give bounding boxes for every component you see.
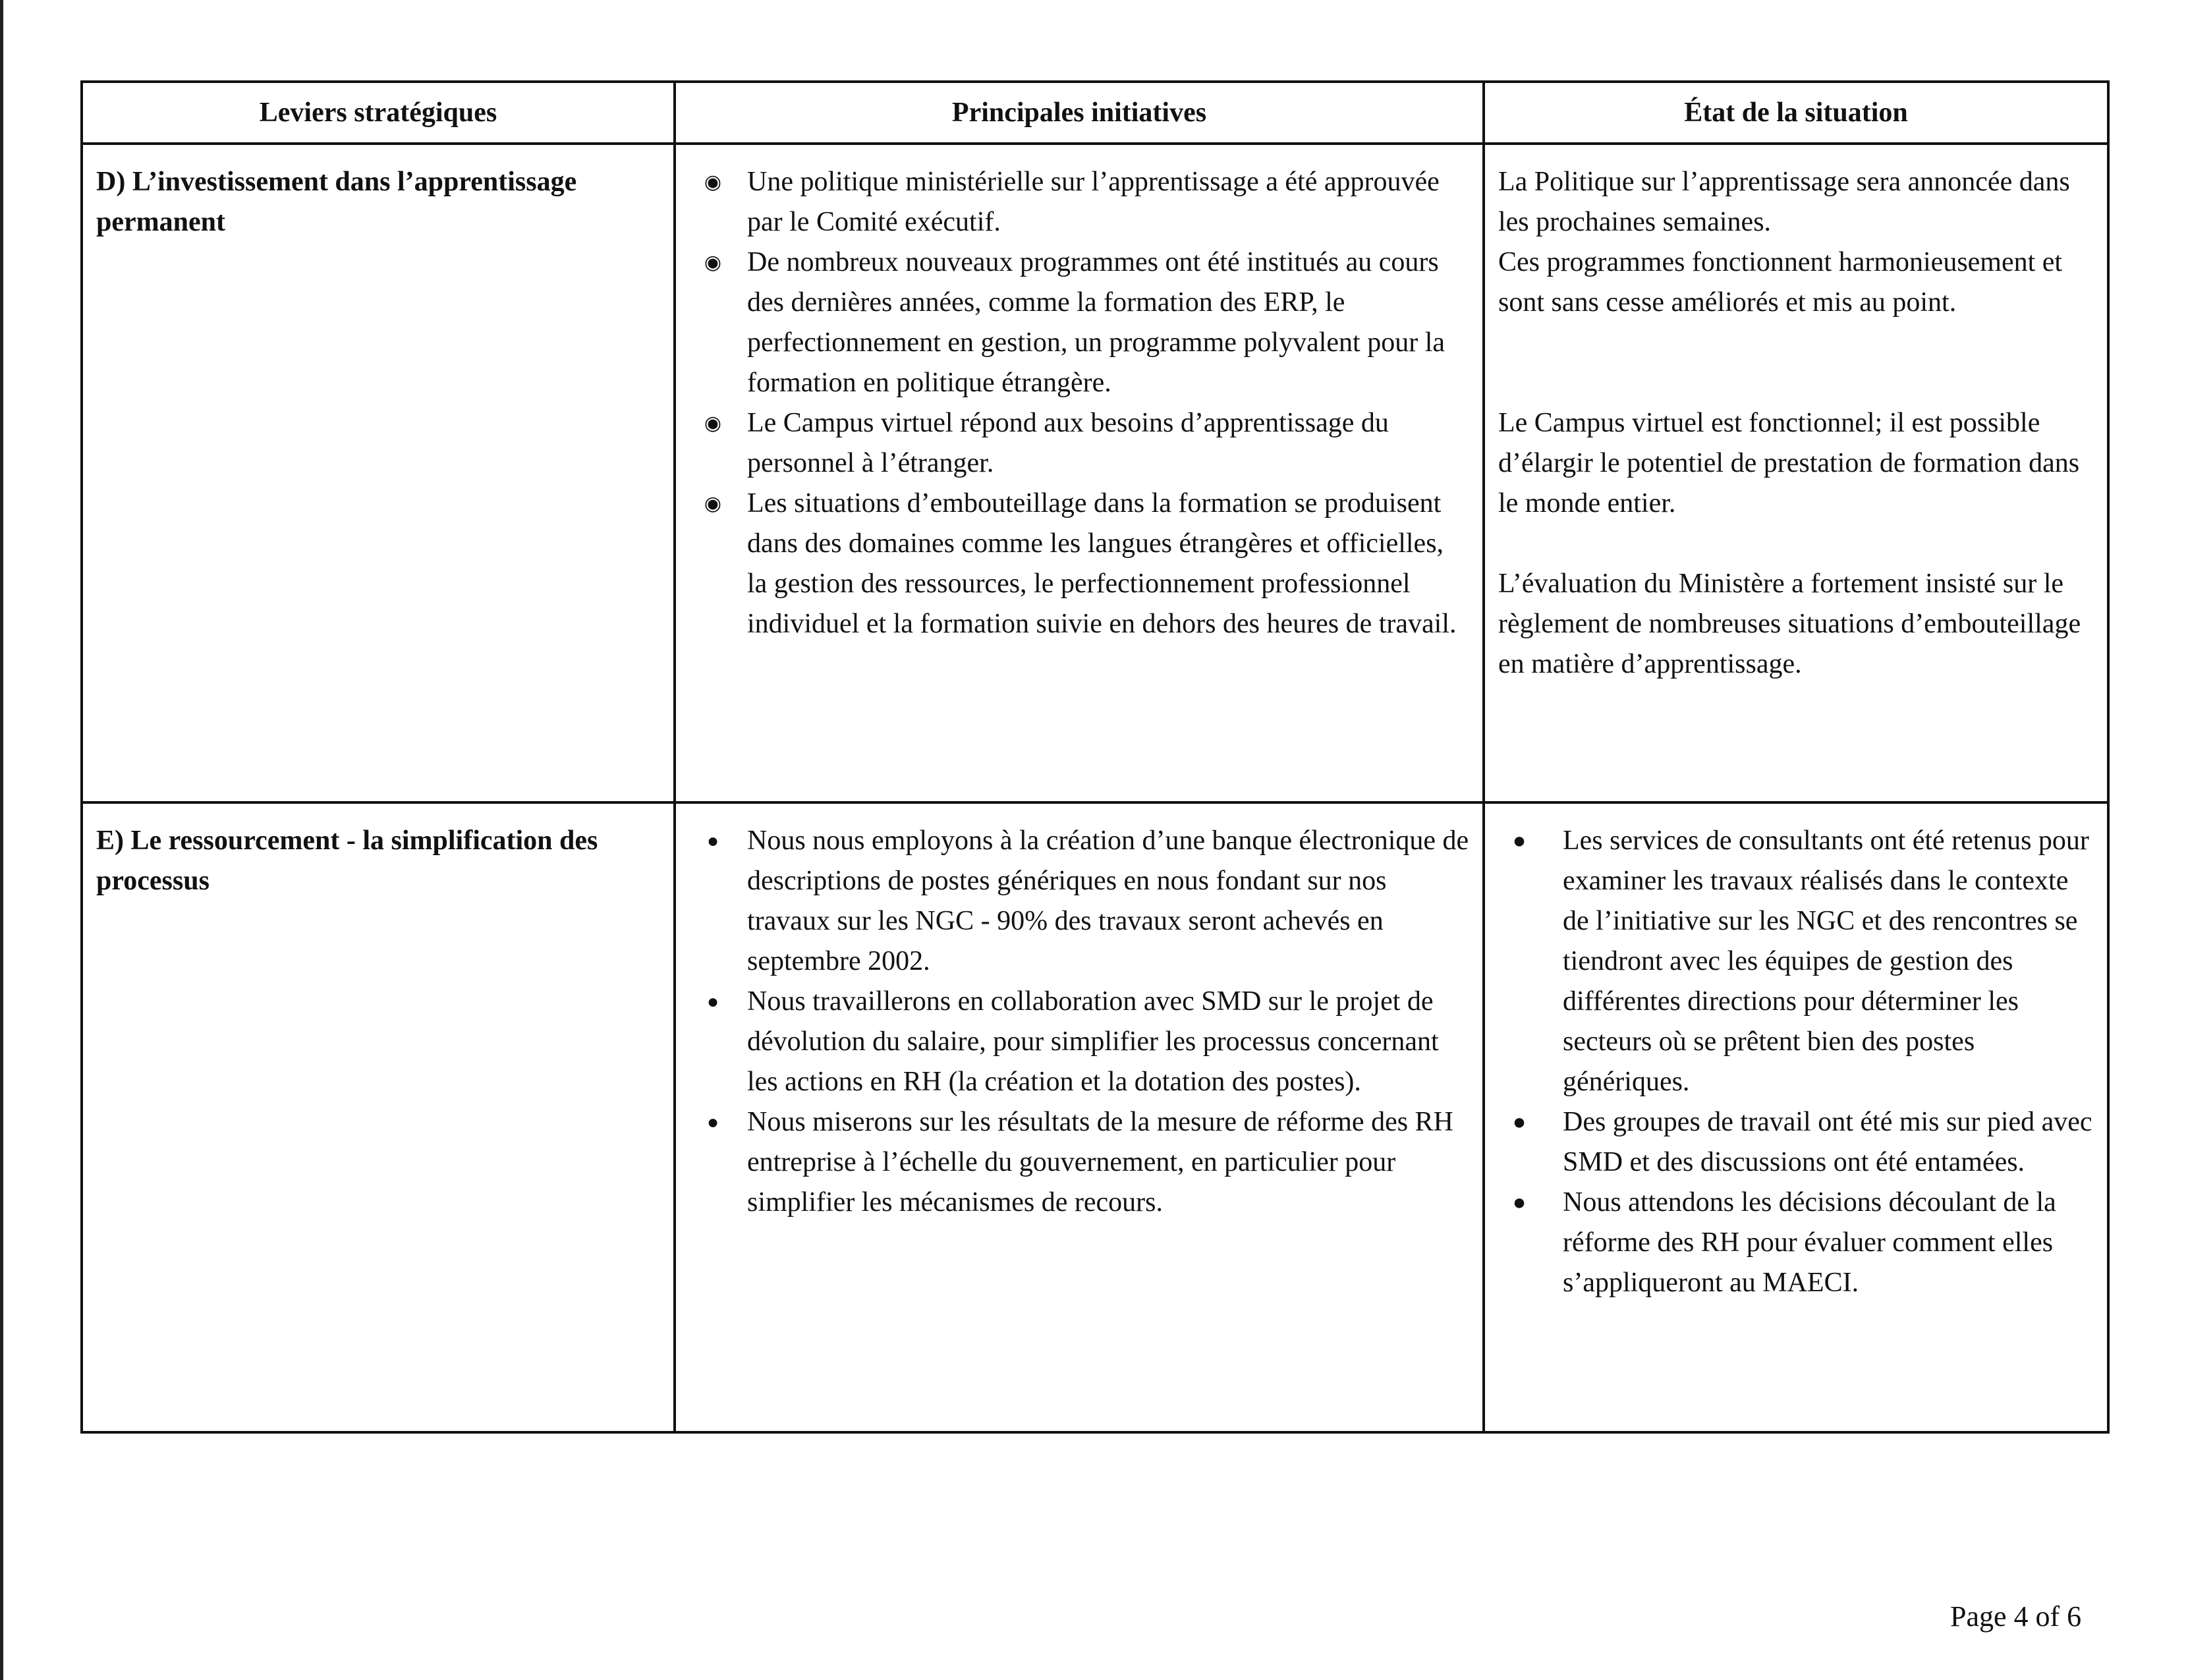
header-leviers: Leviers stratégiques [82,82,675,144]
strategy-table [80,80,2110,1434]
initiatives-list [687,821,1469,1223]
state-text: La Politique sur l’apprentissage sera annoncée dans les prochaines semaines. [1498,167,2070,237]
initiative-text: De nombreux nouveaux programmes ont été institués au cours des dernières années, comme la formation des ERP, le perfectionnement en gestion, un programme polyvalent pour la formation en politique étrangère. [747,247,1445,398]
initiative-text: Les situations d’embouteillage dans la formation se produisent dans des domaines comme les langues étrangères et officielles, la gestion des ressources, le perfectionnement professionnel individuel et la formation suivie en dehors des heures de travail. [747,488,1457,639]
ring-bullet-icon: ◉ [704,171,722,193]
state-list [1498,821,2094,1303]
list-item [1498,821,2094,1102]
initiatives-list [687,162,1469,644]
state-text: Les services de consultants ont été retenus pour examiner les travaux réalisés dans le contexte de l’initiative sur les NGC et des rencontres se tiendront avec les équipes de gestion des différentes directions pour déterminer les secteurs où se prêtent bien des postes génériques. [1563,826,2089,1097]
dot-bullet-icon: ● [706,991,719,1013]
table-header-row [82,82,2108,144]
initiatives-cell [675,144,1484,802]
list-item [1498,1102,2094,1183]
page-number: Page 4 of 6 [1950,1600,2082,1633]
ring-bullet-icon: ◉ [704,412,722,434]
state-text: Nous attendons les décisions découlant de la réforme des RH pour évaluer comment elles s’appliqueront au MAECI. [1563,1187,2056,1298]
dot-bullet-icon: ● [1512,1110,1527,1134]
lever-cell: E) Le ressourcement - la simplification des processus [82,802,675,1432]
dot-bullet-icon: ● [1512,829,1527,853]
list-item [687,403,1469,484]
initiative-text: Nous nous employons à la création d’une banque électronique de descriptions de postes génériques en nous fondant sur nos travaux sur les NGC - 90% des travaux seront achevés en septembre 2002. [747,826,1469,976]
state-cell [1484,802,2108,1432]
ring-bullet-icon: ◉ [704,493,722,515]
list-item [687,484,1469,644]
initiative-text: Une politique ministérielle sur l’apprentissage a été approuvée par le Comité exécutif. [747,167,1440,237]
dot-bullet-icon: ● [706,830,719,852]
initiative-text: Nous travaillerons en collaboration avec SMD sur le projet de dévolution du salaire, pour simplifier les processus concernant les actions en RH (la création et la dotation des postes). [747,986,1439,1097]
state-text: Des groupes de travail ont été mis sur pied avec SMD et des discussions ont été entamées. [1563,1107,2092,1177]
ring-bullet-icon: ◉ [704,252,722,273]
header-initiatives: Principales initiatives [675,82,1484,144]
list-item [687,1102,1469,1223]
table-row [82,802,2108,1432]
initiative-text: Nous miserons sur les résultats de la mesure de réforme des RH entreprise à l’échelle du gouvernement, en particulier pour simplifier les mécanismes de recours. [747,1107,1453,1218]
list-item [687,162,1469,242]
table-row [82,144,2108,802]
list-item [687,821,1469,982]
page-left-border [0,0,3,1680]
state-text: Ces programmes fonctionnent harmonieusement et sont sans cesse améliorés et mis au point. [1498,247,2063,318]
list-item [687,242,1469,403]
state-text: L’évaluation du Ministère a fortement insisté sur le règlement de nombreuses situations d’embouteillage en matière d’apprentissage. [1498,569,2081,679]
initiatives-cell [675,802,1484,1432]
dot-bullet-icon: ● [706,1111,719,1133]
list-item [1498,1183,2094,1303]
state-cell [1484,144,2108,802]
list-item [687,982,1469,1102]
header-etat: État de la situation [1484,82,2108,144]
initiative-text: Le Campus virtuel répond aux besoins d’apprentissage du personnel à l’étranger. [747,408,1389,478]
lever-cell: D) L’investissement dans l’apprentissage permanent [82,144,675,802]
state-text: Le Campus virtuel est fonctionnel; il est possible d’élargir le potentiel de prestation de formation dans le monde entier. [1498,408,2080,518]
dot-bullet-icon: ● [1512,1190,1527,1215]
